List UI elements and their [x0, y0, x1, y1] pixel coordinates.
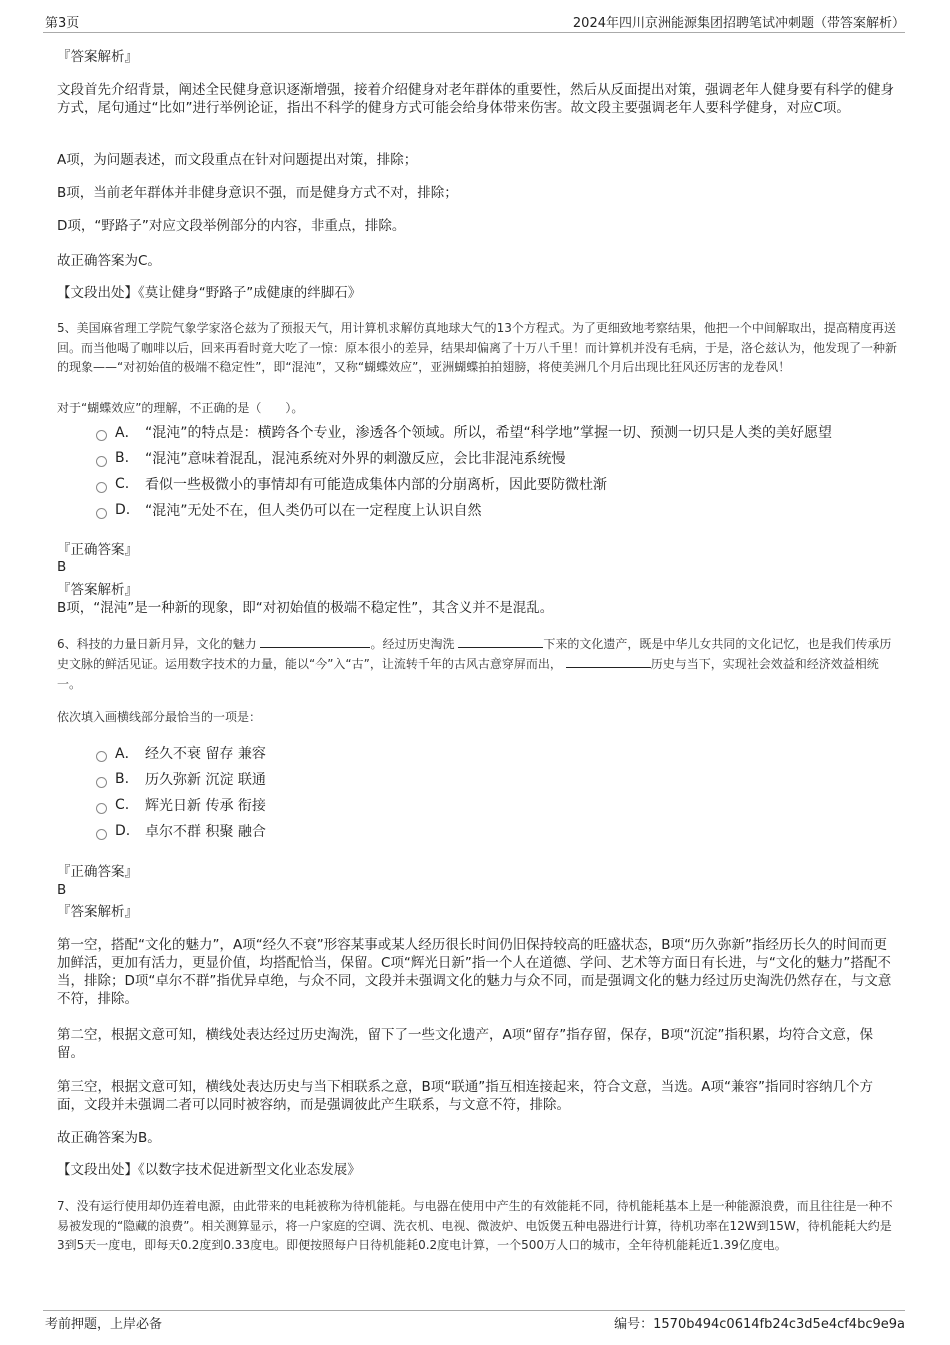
analysis-paragraph-3: 第三空，根据文意可知，横线处表达历史与当下相联系之意，B项“联通”指互相连接起来，符合文意，当选。A项“兼容”指同时容纳几个方面，文段并未强调二者可以同时被容纳，而是强调彼此产生联系，与文意不符，排除。	[57, 1079, 873, 1113]
source: 【文段出处】《莫让健身“野路子”成健康的绊脚石》	[57, 285, 362, 301]
option-letter: C.	[115, 797, 130, 813]
option-letter: A．	[115, 425, 139, 441]
question-6-stem	[57, 634, 897, 694]
option-d-analysis: D项，“野路子”对应文段举例部分的内容，非重点，排除。	[57, 218, 406, 234]
conclusion: 故正确答案为B。	[57, 1130, 161, 1146]
blank-2	[458, 635, 543, 648]
radio-icon[interactable]	[96, 456, 107, 467]
stem-part: 6、科技的力量日新月异，文化的魅力	[57, 637, 257, 651]
option-letter: D.	[115, 823, 131, 839]
question-6-prompt: 依次填入画横线部分最恰当的一项是：	[57, 710, 262, 724]
q6-option-d[interactable]	[96, 821, 266, 841]
q5-option-b[interactable]	[96, 448, 566, 468]
q5-option-c[interactable]	[96, 474, 607, 494]
stem-part: 历史与当下，实现社会效益和经济效益相统一。	[57, 657, 879, 691]
option-text: 经久不衰 留存 兼容	[145, 746, 266, 762]
answer-label: 『正确答案』	[57, 864, 138, 880]
radio-icon[interactable]	[96, 482, 107, 493]
option-text: “混沌”无处不在，但人类仍可以在一定程度上认识自然	[145, 503, 482, 519]
footer-slogan: 考前押题，上岸必备	[45, 1317, 163, 1332]
radio-icon[interactable]	[96, 751, 107, 762]
option-a-analysis: A项，为问题表述，而文段重点在针对问题提出对策，排除；	[57, 152, 418, 168]
radio-icon[interactable]	[96, 803, 107, 814]
option-letter: B.	[115, 771, 130, 787]
option-letter: C.	[115, 476, 130, 492]
analysis-text: 文段首先介绍背景，阐述全民健身意识逐渐增强，接着介绍健身对老年群体的重要性，然后从反面提出对策，强调老年人健身要有科学的健身方式，尾句通过“比如”进行举例论证，指出不科学的健身方式可能会给身体带来伤害。故文段主要强调老年人要科学健身，对应C项。	[57, 82, 894, 116]
q6-option-a[interactable]	[96, 743, 266, 763]
analysis-label: 『答案解析』	[57, 904, 138, 920]
blank-1	[260, 635, 370, 648]
footer-divider	[43, 1310, 905, 1311]
page-number: 第3页	[45, 16, 80, 31]
conclusion: 故正确答案为C。	[57, 253, 161, 269]
option-text: 看似一些极微小的事情却有可能造成集体内部的分崩离析，因此要防微杜渐	[145, 477, 607, 493]
blank-3	[566, 655, 651, 668]
document-title: 2024年四川京洲能源集团招聘笔试冲刺题（带答案解析）	[572, 16, 905, 31]
radio-icon[interactable]	[96, 430, 107, 441]
question-7-stem: 7、没有运行使用却仍连着电源，由此带来的电耗被称为待机能耗。与电器在使用中产生的有效能耗不同，待机能耗基本上是一种能源浪费，而且往往是一种不易被发现的“隐藏的浪费”。相关测算显示，将一户家庭的空调、洗衣机、电视、微波炉、电饭煲五种电器进行计算，待机功率在12W到15W，待机能耗大约是3到5天一度电，即每天0.2度到0.33度电。即便按照每户日待机能耗0.2度电计算，一个500万人口的城市，全年待机能耗近1.39亿度电。	[57, 1199, 893, 1252]
q6-option-b[interactable]	[96, 769, 266, 789]
option-text: 卓尔不群 积聚 融合	[145, 824, 266, 840]
option-text: 历久弥新 沉淀 联通	[145, 772, 266, 788]
analysis-label: 『答案解析』	[57, 582, 138, 598]
q5-option-a[interactable]	[96, 422, 832, 442]
radio-icon[interactable]	[96, 508, 107, 519]
q5-option-d[interactable]	[96, 500, 482, 520]
option-letter: D.	[115, 502, 131, 518]
question-5-stem: 5、美国麻省理工学院气象学家洛仑兹为了预报天气，用计算机求解仿真地球大气的13个方程式。为了更细致地考察结果，他把一个中间解取出，提高精度再送回。而当他喝了咖啡以后，回来再看时竟大吃了一惊：原本很小的差异，结果却偏离了十万八千里！而计算机并没有毛病，于是，洛仑兹认为，他发现了一种新的现象——“对初始值的极端不稳定性”，即“混沌”，又称“蝴蝶效应”，亚洲蝴蝶拍拍翅膀，将使美洲几个月后出现比狂风还厉害的龙卷风！	[57, 321, 898, 374]
option-b-analysis: B项，当前老年群体并非健身意识不强，而是健身方式不对，排除；	[57, 185, 458, 201]
source: 【文段出处】《以数字技术促进新型文化业态发展》	[57, 1162, 361, 1178]
answer: B	[57, 559, 67, 575]
option-letter: A．	[115, 746, 139, 762]
document-code: 编号：1570b494c0614fb24c3d5e4cf4bc9e9a	[614, 1317, 905, 1332]
q6-option-c[interactable]	[96, 795, 266, 815]
stem-part: 。经过历史淘洗	[370, 637, 455, 651]
header-divider	[43, 32, 905, 33]
answer-label: 『正确答案』	[57, 542, 138, 558]
radio-icon[interactable]	[96, 829, 107, 840]
option-letter: B.	[115, 450, 130, 466]
analysis-paragraph-2: 第二空，根据文意可知，横线处表达经过历史淘洗，留下了一些文化遗产，A项“留存”指存留，保存，B项“沉淀”指积累，均符合文意，保留。	[57, 1027, 873, 1061]
option-text: “混沌”的特点是：横跨各个专业，渗透各个领域。所以，希望“科学地”掌握一切、预测一切只是人类的美好愿望	[145, 425, 833, 441]
analysis-text: B项，“混沌”是一种新的现象，即“对初始值的极端不稳定性”，其含义并不是混乱。	[57, 600, 554, 616]
option-text: “混沌”意味着混乱，混沌系统对外界的刺激反应，会比非混沌系统慢	[145, 451, 566, 467]
option-text: 辉光日新 传承 衔接	[145, 798, 266, 814]
analysis-paragraph-1: 第一空，搭配“文化的魅力”，A项“经久不衰”形容某事或某人经历很长时间仍旧保持较高的旺盛状态，B项“历久弥新”指经历长久的时间而更加鲜活，更加有活力，更显价值，均搭配恰当，保留。C项“辉光日新”指一个人在道德、学问、艺术等方面日有长进，与“文化的魅力”搭配不当，排除；D项“卓尔不群”指优异卓绝，与众不同，文段并未强调文化的魅力与众不同，而是强调文化的魅力经过历史淘洗仍然存在，与文意不符，排除。	[57, 937, 892, 1007]
answer: B	[57, 882, 67, 898]
question-5-prompt: 对于“蝴蝶效应”的理解，不正确的是（ ）。	[57, 401, 304, 415]
stem-part: 下来的文化遗产，既是中华儿女共同的文化记忆，也是我们传承历史文脉的鲜活见证。运用数字技术的力量，能以“今”入“古”，让流转千年的古风古意穿屏而出，	[57, 637, 892, 671]
analysis-label: 『答案解析』	[57, 49, 138, 65]
radio-icon[interactable]	[96, 777, 107, 788]
